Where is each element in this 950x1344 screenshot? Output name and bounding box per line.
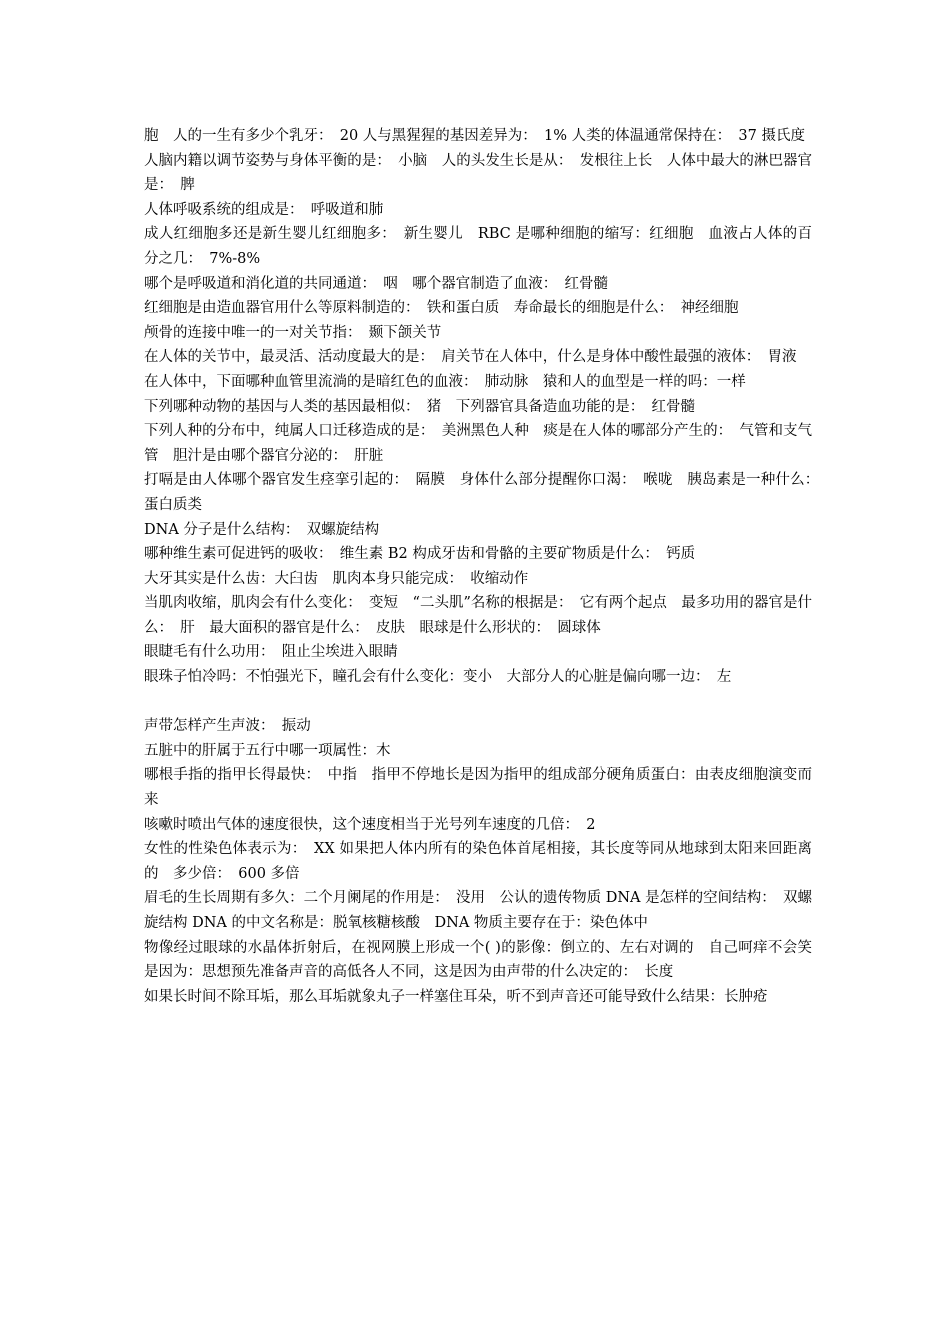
paragraph: 女性的性染色体表示为： XX 如果把人体内所有的染色体首尾相接，其长度等同从地球到太阳来回距离的 多少倍： 600 多倍 xyxy=(144,841,812,882)
document-body xyxy=(144,124,827,1009)
paragraph: 胞 人的一生有多少个乳牙： 20 人与黑猩猩的基因差异为： 1% 人类的体温通常保持在： 37 摄氏度 xyxy=(144,128,805,144)
paragraph: 下列人种的分布中，纯属人口迁移造成的是： 美洲黑色人种 痰是在人体的哪部分产生的： 气管和支气管 胆汁是由哪个器官分泌的： 肝脏 xyxy=(144,423,812,464)
paragraph: 眉毛的生长周期有多久：二个月阑尾的作用是： 没用 公认的遗传物质 DNA 是怎样的空间结构： 双螺旋结构 DNA 的中文名称是：脱氧核糖核酸 DNA 物质主要存在于：染色体中 xyxy=(144,890,812,931)
paragraph: 五脏中的肝属于五行中哪一项属性：木 xyxy=(144,742,391,759)
paragraph: 当肌肉收缩，肌肉会有什么变化： 变短 “二头肌”名称的根据是： 它有两个起点 最多功用的器官是什么： 肝 最大面积的器官是什么： 皮肤 眼球是什么形状的： 圆球体 xyxy=(144,595,812,636)
paragraph: 颅骨的连接中唯一的一对关节指： 颞下颌关节 xyxy=(144,324,442,341)
paragraph: 成人红细胞多还是新生婴儿红细胞多： 新生婴儿 RBC 是哪种细胞的缩写：红细胞 血液占人体的百分之几： 7%-8% xyxy=(144,226,812,267)
paragraph: 在人体的关节中，最灵活、活动度最大的是： 肩关节在人体中，什么是身体中酸性最强的液体： 胃液 xyxy=(144,349,797,366)
paragraph: 人体呼吸系统的组成是： 呼吸道和肺 xyxy=(144,201,384,218)
paragraph: 在人体中，下面哪种血管里流淌的是暗红色的血液： 肺动脉 猿和人的血型是一样的吗：一样 xyxy=(144,373,746,390)
paragraph: 咳嗽时喷出气体的速度很快，这个速度相当于光号列车速度的几倍： 2 xyxy=(144,816,596,833)
paragraph: 红细胞是由造血器官用什么等原料制造的： 铁和蛋白质 寿命最长的细胞是什么： 神经细胞 xyxy=(144,300,739,317)
paragraph: 眼睫毛有什么功用： 阻止尘埃进入眼睛 xyxy=(144,644,398,661)
paragraph: 如果长时间不除耳垢，那么耳垢就象丸子一样塞住耳朵，听不到声音还可能导致什么结果：长肿疮 xyxy=(144,988,768,1005)
blank-line xyxy=(144,690,812,715)
paragraph: 人脑内籍以调节姿势与身体平衡的是： 小脑 人的头发生长是从： 发根往上长 人体中最大的淋巴器官是： 脾 xyxy=(144,152,812,194)
paragraph: 打嗝是由人体哪个器官发生痉挛引起的： 隔膜 身体什么部分提醒你口渴： 喉咙 胰岛素是一种什么： 蛋白质类 xyxy=(144,472,827,513)
paragraph: 声带怎样产生声波： 振动 xyxy=(144,718,311,735)
paragraph: 眼珠子怕冷吗：不怕强光下，瞳孔会有什么变化：变小 大部分人的心脏是偏向哪一边： 左 xyxy=(144,669,732,686)
paragraph: 哪种维生素可促进钙的吸收： 维生素 B2 构成牙齿和骨骼的主要矿物质是什么： 钙质 xyxy=(144,546,696,563)
paragraph: DNA 分子是什么结构： 双螺旋结构 xyxy=(144,521,380,538)
paragraph: 下列哪种动物的基因与人类的基因最相似： 猪 下列器官具备造血功能的是： 红骨髓 xyxy=(144,398,695,415)
paragraph: 哪个是呼吸道和消化道的共同通道： 咽 哪个器官制造了血液： 红骨髓 xyxy=(144,275,608,292)
paragraph: 物像经过眼球的水晶体折射后，在视网膜上形成一个( )的影像：倒立的、左右对调的 自己呵痒不会笑是因为：思想预先准备声音的高低各人不同，这是因为由声带的什么决定的： 长度 xyxy=(144,939,812,981)
paragraph: 哪根手指的指甲长得最快： 中指 指甲不停地长是因为指甲的组成部分硬角质蛋白：由表皮细胞演变而来 xyxy=(144,767,812,809)
paragraph: 大牙其实是什么齿：大臼齿 肌肉本身只能完成： 收缩动作 xyxy=(144,570,529,587)
